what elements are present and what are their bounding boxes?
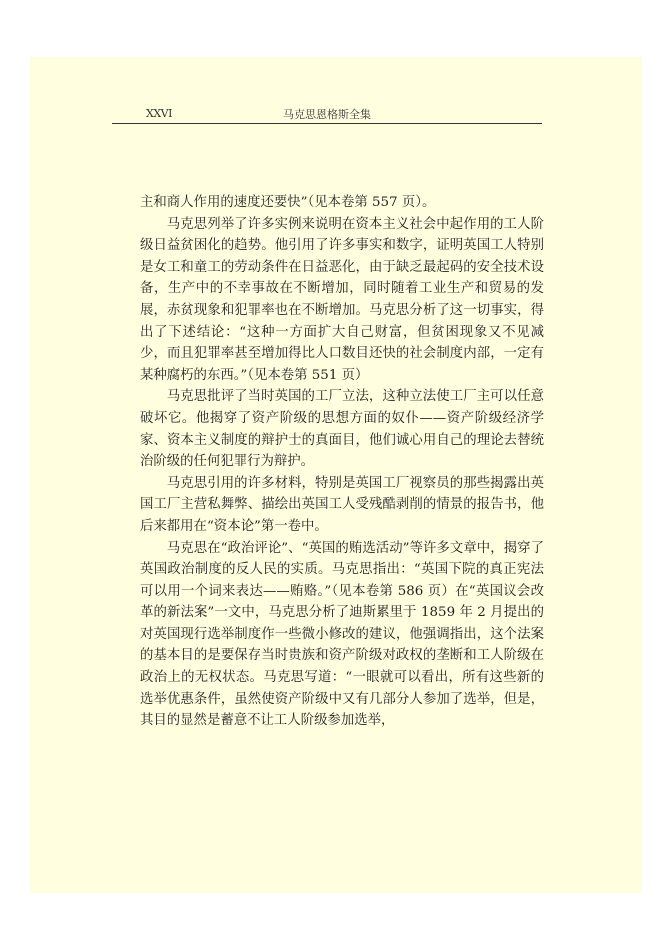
running-title: 马克思恩格斯全集 <box>283 108 371 121</box>
paragraph: 马克思在“政治评论”、“英国的贿选活动”等许多文章中，揭穿了英国政治制度的反人民的实质。马克思指出：“英国下院的真正宪法可以用一个词来表达——贿赂。”（见本卷第 586 页）在“英国议会改革的新法案”一文中，马克思分析了迪斯累里于 1859 年 2 月提出的对英国现行选举制度作一些微小修改的建议，他强调指出，这个法案的基本目的是要保存当时贵族和资产阶级对政权的垄断和工人阶级在政治上的无权状态。马克思写道：“一眼就可以看出，所有这些新的选举优惠条件，虽然使资产阶级中又有几部分人参加了选举，但是，其目的显然是蓄意不让工人阶级参加选举， <box>140 540 544 729</box>
paragraph: 马克思引用的许多材料，特别是英国工厂视察员的那些揭露出英国工厂主营私舞弊、描绘出英国工人受残酷剥削的情景的报告书，他后来都用在“资本论”第一卷中。 <box>140 475 544 534</box>
paragraph: 马克思列举了许多实例来说明在资本主义社会中起作用的工人阶级日益贫困化的趋势。他引用了许多事实和数字，证明英国工人特别是女工和童工的劳动条件在日益恶化，由于缺乏最起码的安全技术设备，生产中的不幸事故在不断增加，同时随着工业生产和贸易的发展，赤贫现象和犯罪率也在不断增加。马克思分析了这一切事实，得出了下述结论：“这种一方面扩大自己财富，但贫困现象又不见减少，而且犯罪率甚至增加得比人口数目还快的社会制度内部，一定有某种腐朽的东西。”（见本卷第 551 页） <box>140 216 544 383</box>
body-text <box>140 192 544 732</box>
paragraph: 马克思批评了当时英国的工厂立法，这种立法使工厂主可以任意破坏它。他揭穿了资产阶级的思想方面的奴仆——资产阶级经济学家、资本主义制度的辩护士的真面目，他们诚心用自己的理论去替统治阶级的任何犯罪行为辩护。 <box>140 389 544 470</box>
page-number: XXVI <box>146 107 172 120</box>
page-header <box>112 105 542 124</box>
paragraph-continuation: 主和商人作用的速度还要快”（见本卷第 557 页）。 <box>140 195 436 210</box>
